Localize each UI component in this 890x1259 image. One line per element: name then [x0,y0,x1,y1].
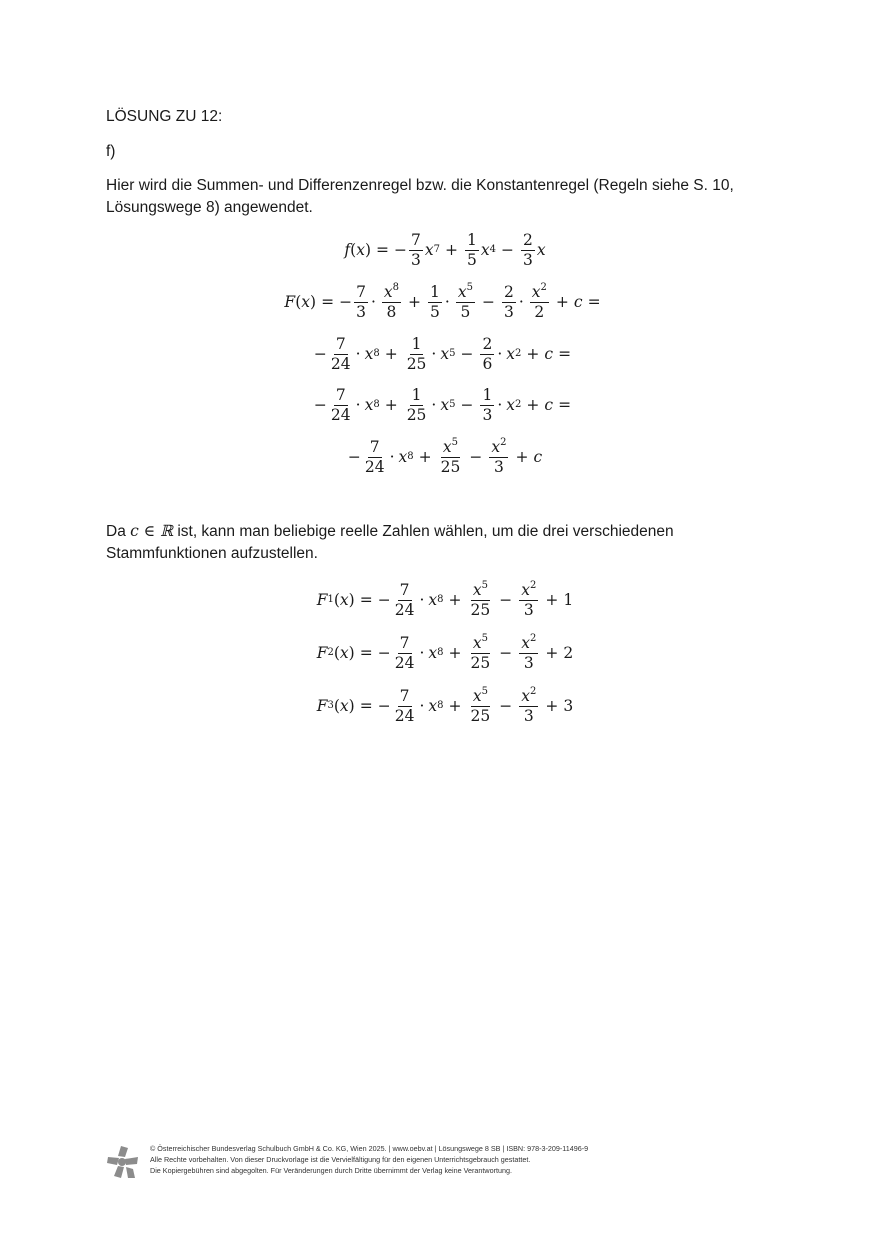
solution-heading: LÖSUNG ZU 12: [106,108,223,125]
publisher-logo-icon [106,1145,140,1179]
equation-F1: F 1 ( x ) = − $\frac{7}{24}$ · x 8 + $\frac{x^5}{25}$ − $\frac{x^2}{3}$ + 1 [316,579,574,619]
equation-F-step1: F ( x ) = − $\frac{7}{3}$ · $\frac{x^8}{8}$ + $\frac{1}{5}$ · $\frac{x^5}{5}$ − $\frac{2}{3}$ · $\frac{x^2}{2}$ + c = [284,281,601,321]
part-label: f) [106,143,116,160]
footer-rights: Alle Rechte vorbehalten. Von dieser Druckvorlage ist die Vervielfältigung für den eigenen Unterrichtsgebrauch gestattet. [150,1155,531,1164]
footer-disclaimer: Die Kopiergebühren sind abgegolten. Für Veränderungen durch Dritte übernimmt der Verlag keine Verantwortung. [150,1166,512,1175]
equation-f: f ( x ) = − $\frac{7}{3}$ x 7 + $\frac{1}{5}$ x 4 − $\frac{2}{3}$ x [344,230,546,269]
footer [106,1143,588,1179]
equation-F-step3: − $\frac{7}{24}$ · x 8 + $\frac{1}{25}$ · x 5 − $\frac{1}{3}$ · x 2 + c = [313,385,572,424]
equation-F2: F 2 ( x ) = − $\frac{7}{24}$ · x 8 + $\frac{x^5}{25}$ − $\frac{x^2}{3}$ + 2 [316,632,574,672]
equation-F-result: − $\frac{7}{24}$ · x 8 + $\frac{x^5}{25}$ − $\frac{x^2}{3}$ + c [347,436,543,476]
footer-copyright: © Österreichischer Bundesverlag Schulbuch GmbH & Co. KG, Wien 2025. | www.oebv.at | Lösungswege 8 SB | ISBN: 978-3-209-11496-9 [150,1144,589,1153]
intro-paragraph: Hier wird die Summen- und Differenzenregel bzw. die Konstantenregel (Regeln siehe S. 10, Lösungswege 8) angewendet. [106,177,734,216]
c-in-R: c ∈ ℝ [130,522,174,540]
equation-F3: F 3 ( x ) = − $\frac{7}{24}$ · x 8 + $\frac{x^5}{25}$ − $\frac{x^2}{3}$ + 3 [316,685,574,725]
equation-F-step2: − $\frac{7}{24}$ · x 8 + $\frac{1}{25}$ · x 5 − $\frac{2}{6}$ · x 2 + c = [313,334,572,373]
constant-paragraph: Da c ∈ ℝ ist, kann man beliebige reelle Zahlen wählen, um die drei verschiedenen Stammfunktionen aufzustellen. [106,522,674,562]
